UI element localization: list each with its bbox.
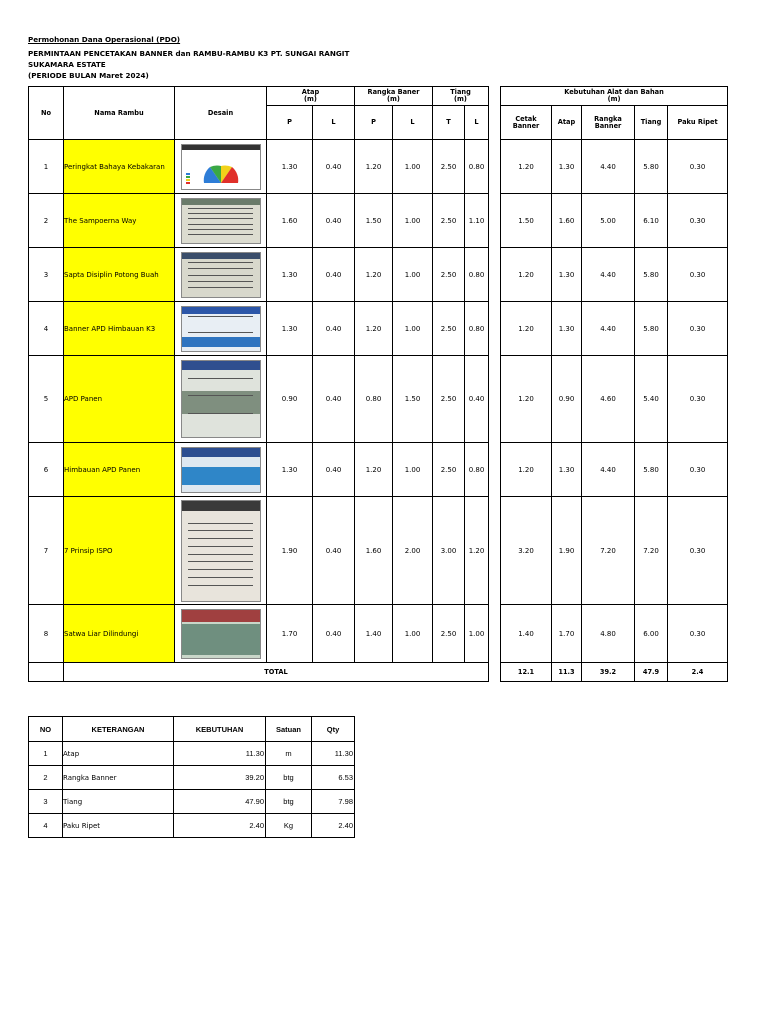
sign-name: APD Panen [64,356,175,443]
atap-l-value: 0.40 [313,248,355,302]
k-rangka-value: 4.80 [582,605,635,663]
rangka-l-value: 1.00 [393,248,433,302]
sapta-disiplin-banner-icon [181,252,261,298]
rangka-l-value: 1.00 [393,443,433,497]
sampoerna-way-banner-icon [181,198,261,244]
rangka-p-value: 1.20 [355,248,393,302]
rangka-l-value: 2.00 [393,497,433,605]
table-gap [489,356,501,443]
k-tiang-value: 5.80 [635,248,668,302]
table-row [29,140,728,194]
atap-l-value: 0.40 [313,140,355,194]
cetak-value: 1.20 [501,140,552,194]
k-tiang-value: 5.40 [635,356,668,443]
sum-kebutuhan: 47.90 [174,790,266,814]
k-rangka-value: 4.60 [582,356,635,443]
k-paku-value: 0.30 [668,443,728,497]
atap-l-value: 0.40 [313,194,355,248]
cetak-value: 1.20 [501,443,552,497]
total-cetak: 12.1 [501,663,552,682]
rangka-l-value: 1.00 [393,194,433,248]
total-paku: 2.4 [668,663,728,682]
k-rangka-value: 4.40 [582,443,635,497]
table-row [29,356,728,443]
col-name-header: Nama Rambu [64,87,175,140]
k-atap-value: 1.30 [552,443,582,497]
k-rangka-value: 4.40 [582,302,635,356]
sum-no-header: NO [29,717,63,742]
tiang-t-header: T [433,106,465,140]
k-rangka-value: 4.40 [582,140,635,194]
sum-satuan: m [266,742,312,766]
list-item [29,790,355,814]
k-paku-value: 0.30 [668,302,728,356]
tiang-t-value: 2.50 [433,443,465,497]
sum-satuan: Kg [266,814,312,838]
sum-no: 4 [29,814,63,838]
cetak-value: 3.20 [501,497,552,605]
sum-qty: 6.53 [312,766,355,790]
design-cell [175,248,267,302]
rangka-group-header: Rangka Baner (m) [355,87,433,106]
k-tiang-value: 5.80 [635,302,668,356]
atap-group-header: Atap (m) [267,87,355,106]
table-gap [489,497,501,605]
k-paku-value: 0.30 [668,248,728,302]
list-item [29,814,355,838]
atap-p-value: 1.70 [267,605,313,663]
sum-kebutuhan: 39.20 [174,766,266,790]
design-cell [175,302,267,356]
k-paku-value: 0.30 [668,356,728,443]
table-gap [489,140,501,194]
k-atap-value: 1.70 [552,605,582,663]
table-row [29,443,728,497]
tiang-l-value: 0.80 [465,140,489,194]
rangka-l-value: 1.50 [393,356,433,443]
sum-kebutuhan: 2.40 [174,814,266,838]
row-number: 2 [29,194,64,248]
k-atap-header: Atap [552,106,582,140]
tiang-l-value: 1.00 [465,605,489,663]
document-title: Permohonan Dana Operasional (PDO) [28,35,181,44]
rangka-l-header: L [393,106,433,140]
sum-ket-header: KETERANGAN [63,717,174,742]
atap-p-header: P [267,106,313,140]
rangka-p-value: 1.60 [355,497,393,605]
apd-himbauan-banner-icon [181,306,261,352]
row-number: 1 [29,140,64,194]
k-tiang-value: 5.80 [635,140,668,194]
estate-name: SUKAMARA ESTATE [28,60,106,69]
total-rangka: 39.2 [582,663,635,682]
rangka-l-value: 1.00 [393,302,433,356]
rangka-l-value: 1.00 [393,605,433,663]
sign-name: The Sampoerna Way [64,194,175,248]
document-subtitle: PERMINTAAN PENCETAKAN BANNER dan RAMBU-RAMBU K3 PT. SUNGAI RANGIT [28,49,350,58]
tiang-l-value: 0.80 [465,443,489,497]
k-atap-value: 1.60 [552,194,582,248]
tiang-group-header: Tiang (m) [433,87,489,106]
table-row [29,248,728,302]
col-no-header: No [29,87,64,140]
himbauan-apd-panen-banner-icon [181,447,261,493]
design-cell [175,356,267,443]
atap-l-value: 0.40 [313,356,355,443]
tiang-t-value: 2.50 [433,356,465,443]
sum-qty: 2.40 [312,814,355,838]
tiang-l-value: 0.40 [465,356,489,443]
k-paku-value: 0.30 [668,605,728,663]
k-tiang-value: 6.10 [635,194,668,248]
sign-name: Satwa Liar Dilindungi [64,605,175,663]
atap-p-value: 1.30 [267,302,313,356]
cetak-value: 1.40 [501,605,552,663]
rangka-p-value: 1.20 [355,140,393,194]
sign-name: Banner APD Himbauan K3 [64,302,175,356]
row-number: 5 [29,356,64,443]
sum-keterangan: Atap [63,742,174,766]
cetak-header: Cetak Banner [501,106,552,140]
design-cell [175,194,267,248]
rangka-p-value: 1.40 [355,605,393,663]
k-rangka-value: 5.00 [582,194,635,248]
tiang-t-value: 3.00 [433,497,465,605]
k-atap-value: 1.30 [552,140,582,194]
atap-l-header: L [313,106,355,140]
design-cell [175,443,267,497]
sum-keterangan: Tiang [63,790,174,814]
rangka-p-value: 1.20 [355,443,393,497]
k-tiang-value: 5.80 [635,443,668,497]
cetak-value: 1.20 [501,248,552,302]
table-gap [489,605,501,663]
fire-danger-rating-sign-icon [181,144,261,190]
rangka-l-value: 1.00 [393,140,433,194]
k-rangka-header: Rangka Banner [582,106,635,140]
k-tiang-value: 6.00 [635,605,668,663]
table-gap [489,87,501,140]
atap-p-value: 1.30 [267,140,313,194]
k-paku-value: 0.30 [668,140,728,194]
table-row [29,302,728,356]
table-row [29,497,728,605]
k-atap-value: 1.30 [552,302,582,356]
request-table [28,86,728,682]
atap-p-value: 1.30 [267,443,313,497]
kebutuhan-group-header: Kebutuhan Alat dan Bahan (m) [501,87,728,106]
k-rangka-value: 7.20 [582,497,635,605]
list-item [29,742,355,766]
tiang-l-value: 1.20 [465,497,489,605]
rangka-p-header: P [355,106,393,140]
table-gap [489,302,501,356]
col-design-header: Desain [175,87,267,140]
atap-p-value: 1.30 [267,248,313,302]
k-tiang-header: Tiang [635,106,668,140]
sum-keterangan: Rangka Banner [63,766,174,790]
tiang-l-header: L [465,106,489,140]
total-atap: 11.3 [552,663,582,682]
atap-p-value: 1.60 [267,194,313,248]
apd-panen-banner-icon [181,360,261,438]
list-item [29,766,355,790]
k-paku-value: 0.30 [668,194,728,248]
tiang-t-value: 2.50 [433,194,465,248]
sum-satuan: btg [266,790,312,814]
sum-no: 3 [29,790,63,814]
total-label: TOTAL [64,663,489,682]
summary-table [28,716,355,838]
sum-qty-header: Qty [312,717,355,742]
design-cell [175,605,267,663]
period-label: (PERIODE BULAN Maret 2024) [28,71,149,80]
k-rangka-value: 4.40 [582,248,635,302]
sign-name: 7 Prinsip ISPO [64,497,175,605]
total-spacer [29,663,64,682]
tiang-t-value: 2.50 [433,248,465,302]
sum-qty: 11.30 [312,742,355,766]
design-cell [175,497,267,605]
tiang-t-value: 2.50 [433,140,465,194]
prinsip-ispo-banner-icon [181,500,261,602]
sum-kebutuhan: 11.30 [174,742,266,766]
atap-l-value: 0.40 [313,497,355,605]
k-paku-header: Paku Ripet [668,106,728,140]
atap-p-value: 1.90 [267,497,313,605]
cetak-value: 1.20 [501,302,552,356]
k-atap-value: 1.30 [552,248,582,302]
table-gap [489,248,501,302]
atap-l-value: 0.40 [313,302,355,356]
row-number: 4 [29,302,64,356]
cetak-value: 1.20 [501,356,552,443]
sum-no: 2 [29,766,63,790]
rangka-p-value: 1.20 [355,302,393,356]
design-cell [175,140,267,194]
k-atap-value: 0.90 [552,356,582,443]
rangka-p-value: 0.80 [355,356,393,443]
sign-name: Peringkat Bahaya Kebakaran [64,140,175,194]
tiang-l-value: 0.80 [465,302,489,356]
tiang-t-value: 2.50 [433,302,465,356]
table-gap [489,443,501,497]
row-number: 6 [29,443,64,497]
atap-l-value: 0.40 [313,443,355,497]
tiang-l-value: 1.10 [465,194,489,248]
sum-satuan: btg [266,766,312,790]
row-number: 3 [29,248,64,302]
sign-name: Himbauan APD Panen [64,443,175,497]
sum-qty: 7.98 [312,790,355,814]
rangka-p-value: 1.50 [355,194,393,248]
table-gap [489,663,501,682]
atap-l-value: 0.40 [313,605,355,663]
satwa-liar-banner-icon [181,609,261,659]
row-number: 7 [29,497,64,605]
sum-no: 1 [29,742,63,766]
atap-p-value: 0.90 [267,356,313,443]
table-row [29,194,728,248]
tiang-l-value: 0.80 [465,248,489,302]
sum-keterangan: Paku Ripet [63,814,174,838]
sum-satuan-header: Satuan [266,717,312,742]
k-tiang-value: 7.20 [635,497,668,605]
total-tiang: 47.9 [635,663,668,682]
cetak-value: 1.50 [501,194,552,248]
sign-name: Sapta Disiplin Potong Buah [64,248,175,302]
table-row [29,605,728,663]
sum-kebutuhan-header: KEBUTUHAN [174,717,266,742]
k-atap-value: 1.90 [552,497,582,605]
table-gap [489,194,501,248]
k-paku-value: 0.30 [668,497,728,605]
row-number: 8 [29,605,64,663]
tiang-t-value: 2.50 [433,605,465,663]
